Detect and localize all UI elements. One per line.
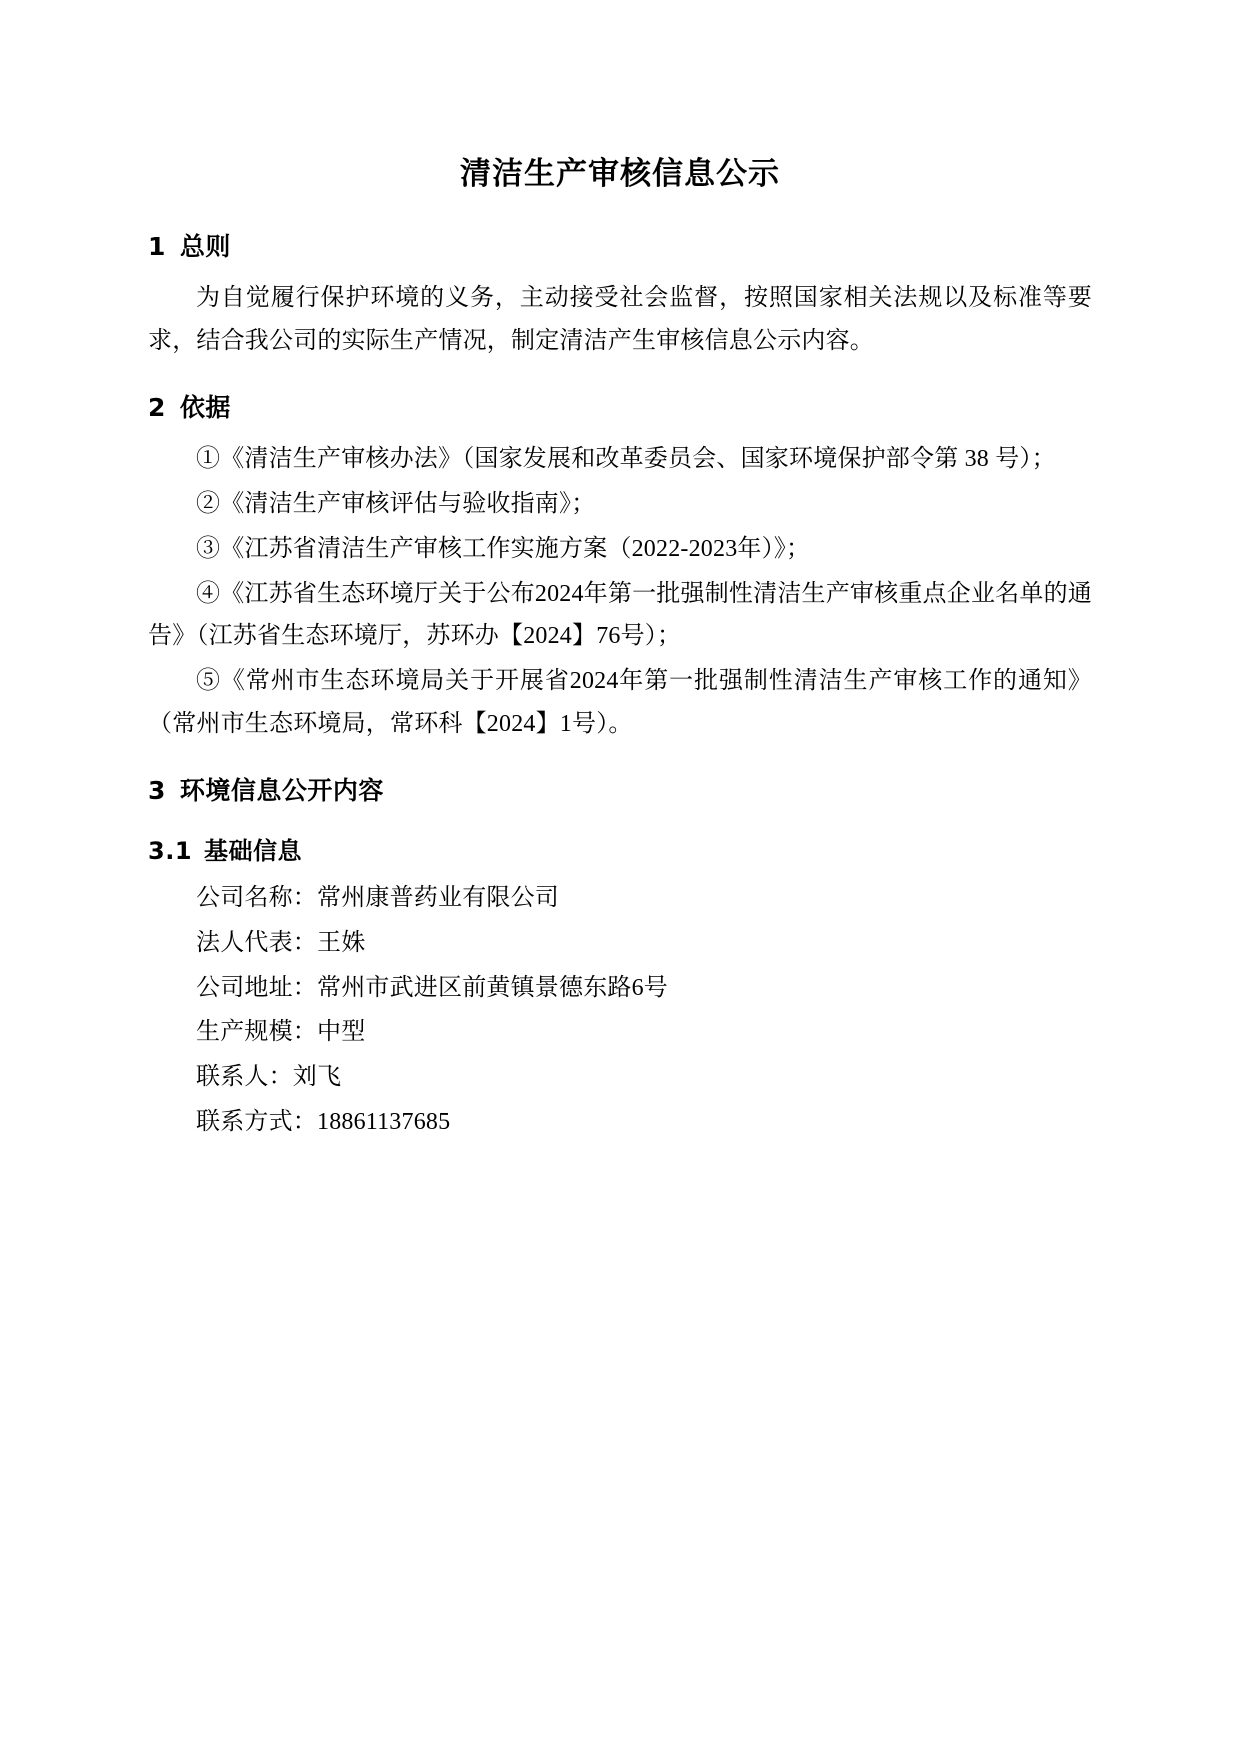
list-item: 生产规模：中型 <box>196 1019 366 1046</box>
section-number-3: 3 <box>148 776 166 806</box>
section-number-2: 2 <box>148 393 166 423</box>
list-item: 联系人：刘飞 <box>196 1063 342 1090</box>
section-2-paragraph-4: ④《江苏省生态环境厅关于公布2024年第一批强制性清洁生产审核重点企业名单的通告》（江苏省生态环境厅，苏环办【2024】76号）； <box>148 580 1092 650</box>
section-2-paragraph-3: ③《江苏省清洁生产审核工作实施方案（2022-2023年）》； <box>196 535 811 562</box>
section-title-2: 依据 <box>179 393 231 423</box>
section-heading-1 <box>148 227 1092 263</box>
section-heading-3 <box>148 771 1092 807</box>
list-item: 公司名称：常州康普药业有限公司 <box>196 885 559 912</box>
list-item: 法人代表：王姝 <box>196 930 366 957</box>
section-title-1: 总则 <box>179 232 231 261</box>
list-item: 联系方式：18861137685 <box>196 1108 451 1135</box>
section-2-paragraph-1: ①《清洁生产审核办法》（国家发展和改革委员会、国家环境保护部令第 38 号）； <box>196 446 1056 473</box>
basic-info-list <box>148 876 1092 1144</box>
section-1-paragraph-1: 为自觉履行保护环境的义务，主动接受社会监督，按照国家相关法规以及标准等要求，结合我公司的实际生产情况，制定清洁产生审核信息公示内容。 <box>148 285 1092 354</box>
subsection-title-3-1: 基础信息 <box>204 837 303 866</box>
section-2-paragraph-5: ⑤《常州市生态环境局关于开展省2024年第一批强制性清洁生产审核工作的通知》（常州市生态环境局，常环科【2024】1号）。 <box>148 668 1092 737</box>
section-heading-2 <box>148 388 1092 424</box>
subsection-number-3-1: 3.1 <box>148 837 193 866</box>
subsection-heading-3-1 <box>148 831 1092 866</box>
section-number-1: 1 <box>148 232 166 261</box>
section-title-3: 环境信息公开内容 <box>179 776 384 806</box>
list-item: 公司地址：常州市武进区前黄镇景德东路6号 <box>196 974 668 1001</box>
section-2-paragraph-2: ②《清洁生产审核评估与验收指南》； <box>196 491 596 518</box>
page-title: 清洁生产审核信息公示 <box>460 156 780 192</box>
